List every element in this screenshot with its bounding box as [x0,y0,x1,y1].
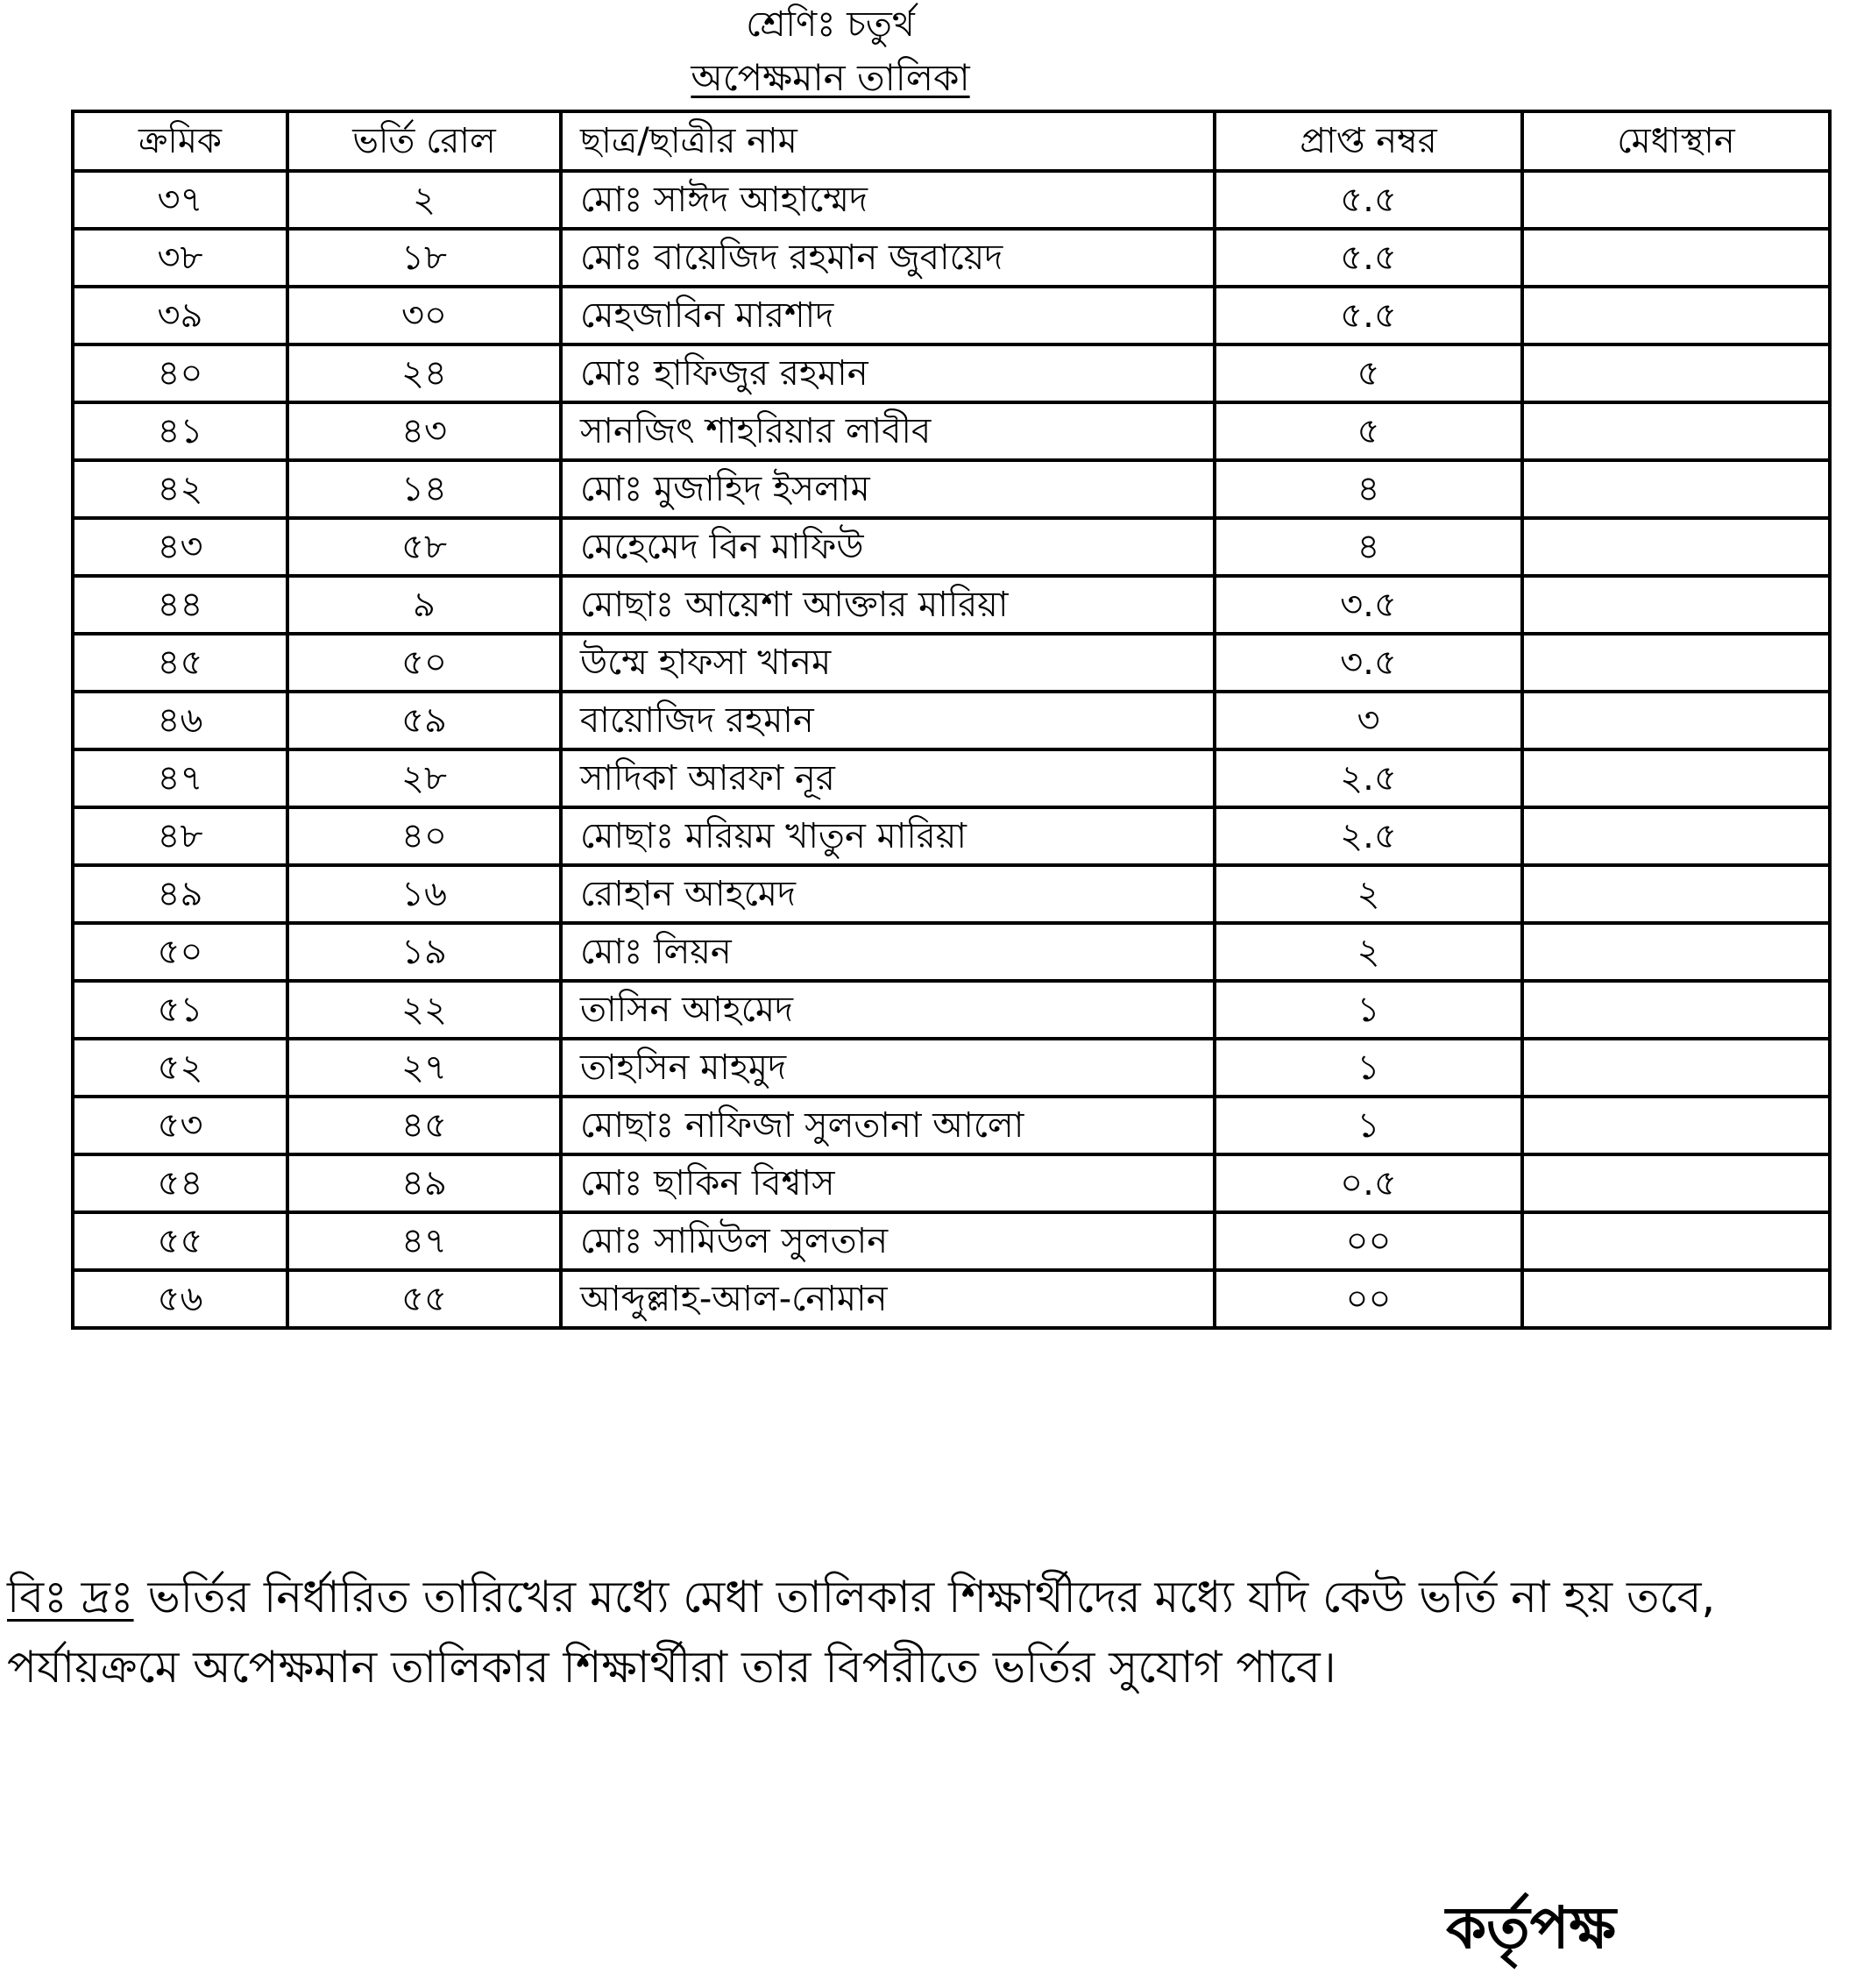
cell-marks: ৫ [1215,344,1522,402]
cell-merit [1522,1097,1830,1154]
cell-serial: ৪২ [73,460,287,518]
cell-name: আব্দুল্লাহ-আল-নোমান [561,1270,1215,1328]
table-row [73,402,1830,460]
cell-name: মোঃ সাঈদ আহাম্মেদ [561,171,1215,229]
cell-roll: ২৮ [287,749,561,807]
table-row [73,807,1830,865]
cell-roll: ১৮ [287,229,561,287]
cell-merit [1522,1039,1830,1097]
table-row [73,865,1830,923]
table-header-row [73,111,1830,171]
cell-serial: ৪৭ [73,749,287,807]
table-row [73,749,1830,807]
table-row [73,576,1830,634]
cell-name: তাহসিন মাহমুদ [561,1039,1215,1097]
cell-serial: ৫৪ [73,1154,287,1212]
cell-marks: ০০ [1215,1212,1522,1270]
cell-name: মোঃ ছাকিন বিশ্বাস [561,1154,1215,1212]
cell-name: সাদিকা আরফা নূর [561,749,1215,807]
table-row [73,981,1830,1039]
table-row [73,229,1830,287]
cell-name: মোঃ মুজাহিদ ইসলাম [561,460,1215,518]
cell-marks: ১ [1215,981,1522,1039]
cell-serial: ৪৩ [73,518,287,576]
cell-roll: ৩০ [287,287,561,344]
cell-serial: ৫৬ [73,1270,287,1328]
table-row [73,634,1830,692]
authority-signature: কর্তৃপক্ষ [1446,1894,1616,1962]
table-body [73,171,1830,1328]
cell-serial: ৫৫ [73,1212,287,1270]
cell-merit [1522,402,1830,460]
cell-name: বায়োজিদ রহমান [561,692,1215,749]
cell-serial: ৫৩ [73,1097,287,1154]
cell-roll: ১৪ [287,460,561,518]
cell-name: মোঃ বায়েজিদ রহমান জুবায়েদ [561,229,1215,287]
cell-merit [1522,344,1830,402]
cell-marks: ৩ [1215,692,1522,749]
cell-marks: ০.৫ [1215,1154,1522,1212]
cell-serial: ৫১ [73,981,287,1039]
note-label: বিঃ দ্রঃ [7,1572,134,1622]
cell-marks: ৪ [1215,460,1522,518]
cell-merit [1522,518,1830,576]
cell-merit [1522,981,1830,1039]
column-header-roll: ভর্তি রোল [287,111,561,171]
cell-roll: ৫৮ [287,518,561,576]
cell-merit [1522,576,1830,634]
cell-name: মোঃ সামিউল সুলতান [561,1212,1215,1270]
table-row [73,287,1830,344]
cell-serial: ৩৭ [73,171,287,229]
cell-merit [1522,807,1830,865]
list-title-text: অপেক্ষমান তালিকা [691,56,970,99]
cell-name: মেহেমেদ বিন মাফিউ [561,518,1215,576]
cell-merit [1522,460,1830,518]
cell-marks: ৫.৫ [1215,287,1522,344]
waiting-list-table [71,110,1832,1330]
cell-marks: ১ [1215,1097,1522,1154]
cell-name: মেহজাবিন মারশাদ [561,287,1215,344]
cell-name: উম্মে হাফসা খানম [561,634,1215,692]
cell-marks: ১ [1215,1039,1522,1097]
cell-name: মোছাঃ আয়েশা আক্তার মারিয়া [561,576,1215,634]
cell-merit [1522,923,1830,981]
cell-marks: ৫.৫ [1215,171,1522,229]
cell-roll: ৪৩ [287,402,561,460]
list-title [0,54,1766,102]
cell-serial: ৪৯ [73,865,287,923]
cell-roll: ৫৫ [287,1270,561,1328]
cell-name: তাসিন আহমেদ [561,981,1215,1039]
cell-marks: ৪ [1215,518,1522,576]
cell-marks: ২.৫ [1215,749,1522,807]
cell-roll: ৯ [287,576,561,634]
cell-merit [1522,692,1830,749]
cell-name: মোঃ লিয়ন [561,923,1215,981]
cell-serial: ৩৮ [73,229,287,287]
cell-merit [1522,634,1830,692]
cell-merit [1522,865,1830,923]
table-row [73,518,1830,576]
cell-marks: ৫.৫ [1215,229,1522,287]
cell-roll: ২৪ [287,344,561,402]
table-row [73,692,1830,749]
cell-serial: ৪৮ [73,807,287,865]
cell-roll: ২২ [287,981,561,1039]
cell-merit [1522,1154,1830,1212]
column-header-serial: ক্রমিক [73,111,287,171]
cell-marks: ০০ [1215,1270,1522,1328]
cell-roll: ১৬ [287,865,561,923]
cell-marks: ২ [1215,865,1522,923]
table-row [73,171,1830,229]
cell-roll: ৫৯ [287,692,561,749]
cell-serial: ৪৫ [73,634,287,692]
table-row [73,1097,1830,1154]
cell-marks: ২ [1215,923,1522,981]
column-header-marks: প্রাপ্ত নম্বর [1215,111,1522,171]
cell-name: মোছাঃ নাফিজা সুলতানা আলো [561,1097,1215,1154]
cell-serial: ৪৪ [73,576,287,634]
cell-roll: ২৭ [287,1039,561,1097]
cell-roll: ৪৫ [287,1097,561,1154]
cell-merit [1522,1212,1830,1270]
table-row [73,1039,1830,1097]
cell-merit [1522,229,1830,287]
cell-merit [1522,171,1830,229]
cell-marks: ২.৫ [1215,807,1522,865]
cell-serial: ৫০ [73,923,287,981]
cell-merit [1522,1270,1830,1328]
admission-note [7,1562,1865,1702]
cell-roll: ৪৭ [287,1212,561,1270]
column-header-name: ছাত্র/ছাত্রীর নাম [561,111,1215,171]
cell-roll: ১৯ [287,923,561,981]
cell-serial: ৩৯ [73,287,287,344]
table-row [73,460,1830,518]
cell-serial: ৪৬ [73,692,287,749]
table-row [73,923,1830,981]
cell-name: সানজিৎ শাহরিয়ার লাবীব [561,402,1215,460]
cell-merit [1522,287,1830,344]
cell-roll: ৪৯ [287,1154,561,1212]
cell-roll: ২ [287,171,561,229]
table-row [73,344,1830,402]
cell-marks: ৩.৫ [1215,576,1522,634]
table-row [73,1212,1830,1270]
class-label: শ্রেণিঃ চতুর্থ [746,4,915,45]
cell-marks: ৩.৫ [1215,634,1522,692]
cell-serial: ৪০ [73,344,287,402]
cell-roll: ৪০ [287,807,561,865]
table-row [73,1270,1830,1328]
table-row [73,1154,1830,1212]
note-text: ভর্তির নির্ধারিত তারিখের মধ্যে মেধা তালিকার শিক্ষার্থীদের মধ্যে যদি কেউ ভর্তি না হয় তবে, পর্যায়ক্রমে অপেক্ষমান তালিকার শিক্ষার্থীরা তার বিপরীতে ভর্তির সুযোগ পাবে। [7,1572,1716,1693]
cell-marks: ৫ [1215,402,1522,460]
cell-merit [1522,749,1830,807]
cell-name: রোহান আহমেদ [561,865,1215,923]
cell-serial: ৫২ [73,1039,287,1097]
column-header-merit: মেধাস্থান [1522,111,1830,171]
cell-name: মোছাঃ মরিয়ম খাতুন মারিয়া [561,807,1215,865]
cell-roll: ৫০ [287,634,561,692]
cell-serial: ৪১ [73,402,287,460]
cell-name: মোঃ হাফিজুর রহমান [561,344,1215,402]
